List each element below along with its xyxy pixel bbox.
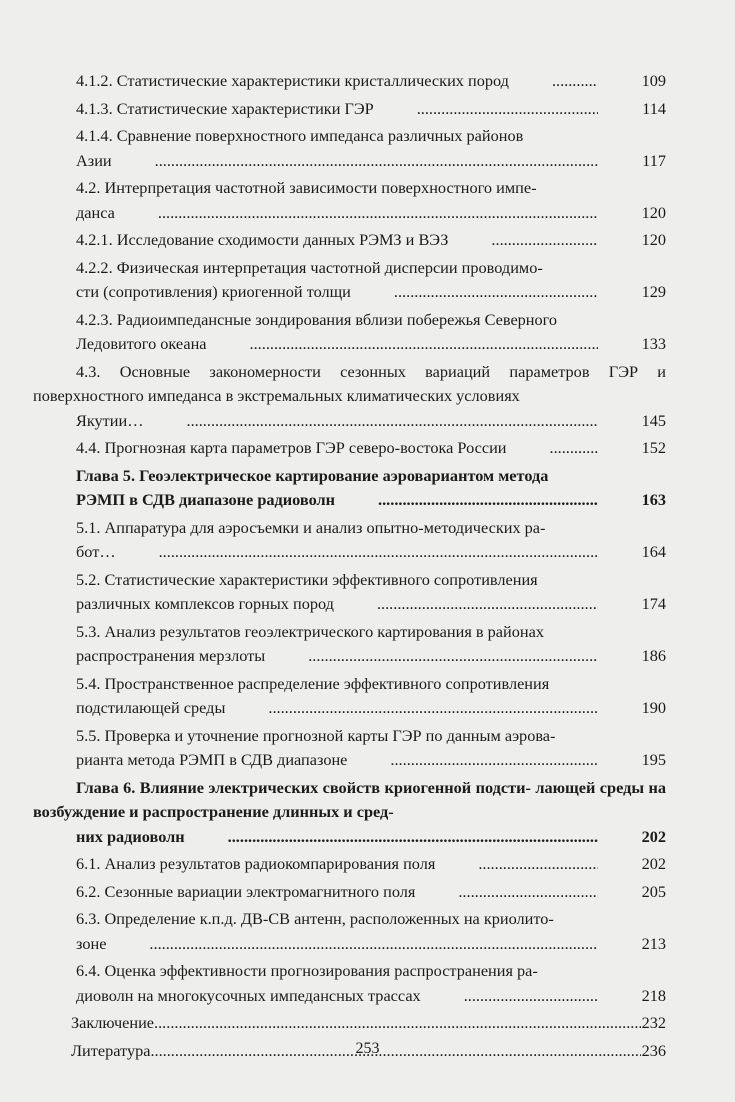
toc-entry-title-end: различных комплексов горных пород — [76, 594, 334, 614]
toc-page-number: 186 — [641, 646, 666, 666]
toc-entry-title-end: диоволн на многокусочных импедансных трассах — [76, 985, 421, 1005]
leader-dots — [144, 409, 598, 433]
leader-dots — [435, 852, 597, 876]
leader-dots — [115, 201, 598, 225]
table-of-contents — [33, 69, 666, 1067]
toc-page-number: 202 — [641, 826, 666, 846]
toc-entry-title-lead: 6.3. Определение к.п.д. ДВ-СВ антенн, расположенных на криолито- — [76, 909, 554, 929]
toc-entry-title-lead: 4.2. Интерпретация частотной зависимости поверхностного импе- — [76, 178, 537, 198]
toc-entry-5-3 — [33, 620, 666, 669]
toc-page-number: 145 — [641, 410, 666, 430]
toc-entry-title: 4.2.1. Исследование сходимости данных РЭМЗ и ВЭЗ — [76, 230, 449, 250]
toc-page-number: 232 — [641, 1013, 666, 1033]
toc-entry-title-lead: 5.5. Проверка и уточнение прогнозной карты ГЭР по данным аэрова- — [76, 725, 556, 745]
leader-dots — [448, 228, 597, 252]
toc-entry-title-lead: Глава 6. Влияние электрических свойств криогенной подсти- лающей среды на возбуждение и распространение длинных и сред- — [33, 777, 666, 822]
toc-entry-title-lead: 4.1.4. Сравнение поверхностного импеданса различных районов — [76, 126, 524, 146]
leader-dots — [185, 825, 598, 849]
toc-entry-title-lead: 4.2.2. Физическая интерпретация частотной дисперсии проводимо- — [76, 257, 543, 277]
leader-dots — [207, 332, 598, 356]
toc-entry-4-2-3 — [33, 308, 666, 357]
toc-entry-4-1-3 — [33, 97, 666, 121]
toc-entry-title: 6.1. Анализ результатов радиокомпарирования поля — [76, 854, 436, 874]
toc-entry-title-end: зоне — [76, 933, 107, 953]
page-number: 253 — [355, 1040, 380, 1057]
toc-entry-title-lead: 5.4. Пространственное распределение эффективного сопротивления — [76, 673, 550, 693]
toc-page-number: 120 — [641, 230, 666, 250]
toc-entry-6-4 — [33, 959, 666, 1008]
toc-entry-title-lead: 5.2. Статистические характеристики эффективного сопротивления — [76, 569, 538, 589]
toc-entry-title-end: них радиоволн — [76, 826, 185, 846]
toc-entry-6-2 — [33, 880, 666, 904]
toc-page-number: 236 — [641, 1040, 666, 1060]
leader-dots — [116, 540, 598, 564]
toc-entry-title-end: рианта метода РЭМП в СДВ диапазоне — [76, 750, 348, 770]
toc-entry-5-5 — [33, 724, 666, 773]
toc-entry-title: 4.4. Прогнозная карта параметров ГЭР северо-востока России — [76, 438, 507, 458]
leader-dots — [507, 436, 598, 460]
toc-chapter-6 — [33, 776, 666, 849]
toc-page-number: 163 — [641, 490, 666, 510]
toc-entry-title-end: данса — [76, 202, 115, 222]
leader-dots — [225, 696, 597, 720]
toc-page-number: 152 — [641, 438, 666, 458]
toc-entry-title: Заключение — [71, 1013, 155, 1033]
toc-page-number: 202 — [641, 854, 666, 874]
toc-entry-6-3 — [33, 907, 666, 956]
toc-entry-title-lead: 5.1. Аппаратура для аэросъемки и анализ опытно-методических ра- — [76, 517, 546, 537]
toc-entry-title: 4.1.2. Статистические характеристики кристаллических пород — [76, 71, 509, 90]
toc-entry-5-2 — [33, 568, 666, 617]
leader-dots — [334, 592, 598, 616]
toc-entry-4-1-4 — [33, 124, 666, 173]
toc-entry-4-4 — [33, 436, 666, 460]
toc-entry-4-3 — [33, 360, 666, 433]
leader-dots — [415, 880, 597, 904]
toc-entry-4-2-1 — [33, 228, 666, 252]
toc-entry-title-lead: Глава 5. Геоэлектрическое картирование аэровариантом метода — [76, 465, 549, 485]
toc-entry-title-lead: 4.2.3. Радиоимпедансные зондирования вблизи побережья Северного — [76, 309, 558, 329]
toc-entry-4-1-2 — [33, 69, 666, 93]
toc-entry-title-lead: 6.4. Оценка эффективности прогнозирования распространения ра- — [76, 961, 538, 981]
toc-entry-title-end: Якутии… — [76, 410, 144, 430]
toc-entry-title-end: Ледовитого океана — [76, 334, 207, 354]
toc-entry-4-2 — [33, 176, 666, 225]
toc-page-number: 205 — [641, 881, 666, 901]
toc-entry-5-4 — [33, 672, 666, 721]
toc-page-number: 114 — [642, 98, 666, 118]
toc-entry-title-end: Азии — [76, 150, 112, 170]
toc-page-number: 129 — [641, 282, 666, 302]
toc-chapter-5 — [33, 464, 666, 513]
toc-entry-title: 4.1.3. Статистические характеристики ГЭР — [76, 98, 374, 118]
leader-dots — [335, 488, 598, 512]
toc-page-number: 133 — [641, 334, 666, 354]
toc-entry-title: 6.2. Сезонные вариации электромагнитного поля — [76, 881, 416, 901]
toc-entry-title-end: бот… — [76, 542, 116, 562]
toc-page-number: 164 — [641, 542, 666, 562]
leader-dots — [154, 1011, 641, 1035]
toc-entry-6-1 — [33, 852, 666, 876]
toc-entry-title-lead: 4.3. Основные закономерности сезонных вариаций параметров ГЭР и поверхностного импеданса в экстремальных климатических условиях — [33, 361, 666, 406]
toc-page-number: 195 — [641, 750, 666, 770]
toc-entry-title-end: РЭМП в СДВ диапазоне радиоволн — [76, 490, 336, 510]
toc-page-number: 109 — [641, 71, 666, 90]
leader-dots — [351, 280, 598, 304]
leader-dots — [112, 149, 599, 173]
toc-page-number: 213 — [641, 933, 666, 953]
toc-entry-title: Литература — [71, 1040, 151, 1060]
toc-page-number: 120 — [641, 202, 666, 222]
toc-page-number: 174 — [641, 594, 666, 614]
toc-page-number: 117 — [642, 150, 666, 170]
toc-entry-title-lead: 5.3. Анализ результатов геоэлектрического картирования в районах — [76, 621, 544, 641]
leader-dots — [265, 644, 597, 668]
leader-dots — [347, 748, 597, 772]
toc-entry-4-2-2 — [33, 256, 666, 305]
toc-entry-title-end: распространения мерзлоты — [76, 646, 266, 666]
toc-page-number: 190 — [641, 698, 666, 718]
leader-dots — [374, 97, 598, 121]
toc-entry-5-1 — [33, 516, 666, 565]
leader-dots — [421, 984, 598, 1008]
toc-page-number: 218 — [641, 985, 666, 1005]
leader-dots — [509, 69, 598, 93]
toc-entry-title-end: подстилающей среды — [76, 698, 226, 718]
toc-entry-title-end: сти (сопротивления) криогенной толщи — [76, 282, 351, 302]
leader-dots — [106, 932, 597, 956]
toc-entry-conclusion — [33, 1011, 666, 1035]
